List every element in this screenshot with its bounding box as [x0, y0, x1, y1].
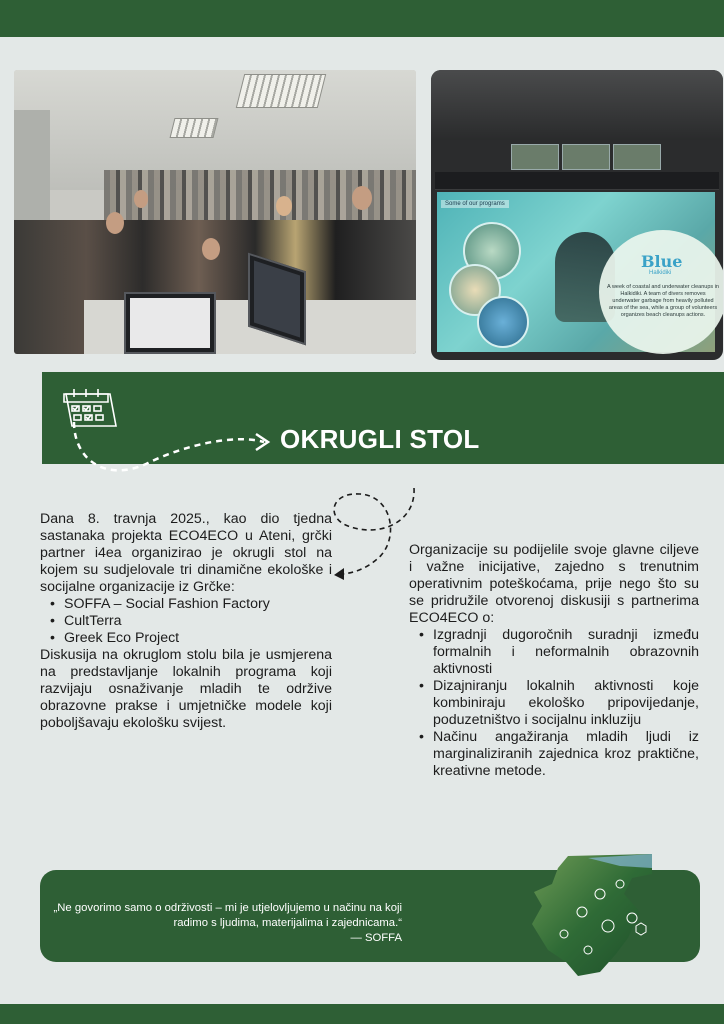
quote	[46, 901, 402, 946]
left-column	[40, 511, 332, 732]
laptop	[124, 292, 216, 354]
program-title: Blue	[641, 252, 683, 271]
topics-list	[409, 627, 699, 780]
top-band	[0, 0, 724, 37]
discussion-paragraph: Diskusija na okruglom stolu bila je usmjerena na predstavljanje lokalnih programa koji razvijaju osnaživanje mladih te održive obrazovne prakse i umjetničke modele koji poboljšavaju ekološku svijest.	[40, 647, 332, 731]
participant	[106, 212, 124, 234]
list-item: • Dizajniranju lokalnih aktivnosti koje kombiniraju ekološko pripovijedanje, poduzetništvo i socijalnu inkluziju	[409, 678, 699, 729]
meeting-photo	[14, 70, 416, 354]
presentation-toolbar	[435, 172, 719, 190]
section-title: OKRUGLI STOL	[280, 424, 480, 454]
quote-author: — SOFFA	[350, 932, 402, 944]
ceiling-lamp	[236, 74, 326, 108]
program-subtitle: Halkidiki	[649, 270, 672, 276]
projection-wall	[431, 70, 723, 140]
presentation-photo	[431, 70, 723, 360]
map-image	[528, 854, 656, 978]
list-item: • CultTerra	[40, 613, 332, 630]
video-thumbnails	[511, 144, 661, 170]
program-panel	[599, 230, 723, 354]
right-column	[409, 542, 699, 780]
program-slide	[437, 192, 719, 352]
participant	[276, 196, 292, 216]
list-item: • Izgradnji dugoročnih suradnji između formalnih i neformalnih obrazovnih aktivnosti	[409, 627, 699, 678]
participant	[202, 238, 220, 260]
bottom-band	[0, 1004, 724, 1024]
slide-circle-photo	[477, 296, 529, 348]
organizations-list	[40, 596, 332, 647]
intro-paragraph: Dana 8. travnja 2025., kao dio tjedna sastanaka projekta ECO4ECO u Ateni, grčki partner i4ea organizirao je okrugli stol na kojem su sudjelovale tri dinamične ekološke i socijalne organizacije iz Grčke:	[40, 511, 332, 595]
list-item: • Načinu angažiranja mladih ljudi iz marginaliziranih zajednica kroz praktične, kreativne metode.	[409, 729, 699, 780]
goals-paragraph: Organizacije su podijelile svoje glavne ciljeve i važne inicijative, zajedno s trenutnim operativnim poteškoćama, prije nego što su se pridružile otvorenoj diskusiji s partnerima ECO4ECO o:	[409, 542, 699, 626]
list-item: • SOFFA – Social Fashion Factory	[40, 596, 332, 613]
slide-tag: Some of our programs	[441, 200, 509, 208]
participant	[352, 186, 372, 210]
program-description: A week of coastal and underwater cleanups in Halkidiki. A team of divers removes underwater garbage from heavily polluted areas of the sea, while a group of volunteers organizes beach cleanups actions.	[607, 284, 719, 318]
participant	[134, 190, 148, 208]
ceiling-lamp	[170, 118, 219, 138]
quote-text: „Ne govorimo samo o održivosti – mi je utjelovljujemo u načinu na koji radimo s ljudima, materijalima i zajednicama.“	[53, 902, 402, 929]
dashed-arrow-icon	[66, 420, 286, 490]
list-item: • Greek Eco Project	[40, 630, 332, 647]
